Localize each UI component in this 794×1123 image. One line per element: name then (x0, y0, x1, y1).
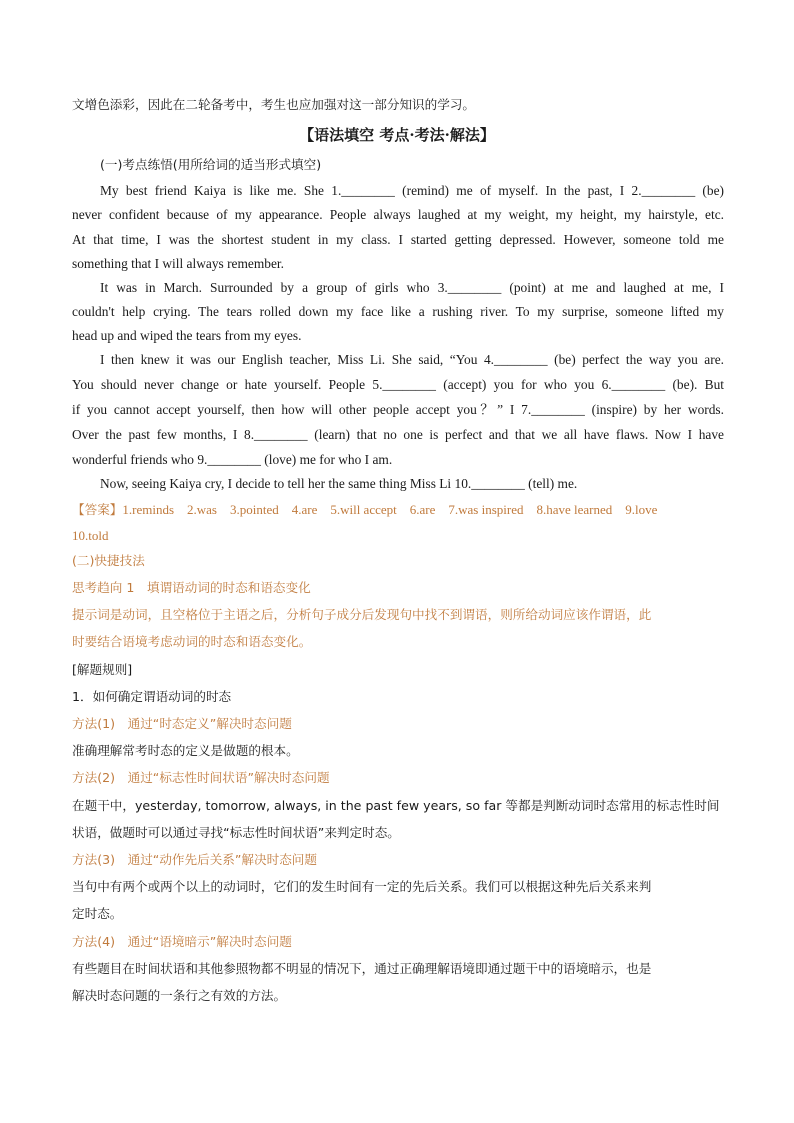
method3-body-1: 当句中有两个或两个以上的动词时，它们的发生时间有一定的先后关系。我们可以根据这种先后关系来判 (72, 879, 652, 894)
method1-body: 准确理解常考时态的定义是做题的根本。 (72, 743, 299, 758)
answers-text: 1.reminds 2.was 3.pointed 4.are 5.will accept 6.are 7.was inspired 8.have learned 9.love (122, 502, 658, 517)
method4-body-1: 有些题目在时间状语和其他参照物都不明显的情况下，通过正确理解语境即通过题干中的语境暗示，也是 (72, 961, 652, 976)
method4-body-2: 解决时态问题的一条行之有效的方法。 (72, 988, 287, 1003)
method3-body-2: 定时态。 (72, 906, 123, 921)
section-title: 【语法填空 考点·考法·解法】 (299, 126, 495, 144)
method1-title: 方法(1) 通过“时态定义”解决时态问题 (72, 716, 292, 731)
intro-text: 文增色添彩，因此在二轮备考中，考生也应加强对这一部分知识的学习。 (72, 97, 475, 112)
tip1-body-1: 提示词是动词，且空格位于主语之后，分析句子成分后发现句中找不到谓语，则所给动词应该作谓语，此 (72, 607, 652, 622)
answer-line-1 (72, 497, 724, 523)
p3-line-4: Over the past few months, I 8.________ (learn) that no one is perfect and that we all have flaws. Now I have (72, 427, 724, 442)
method2-title: 方法(2) 通过“标志性时间状语”解决时态问题 (72, 770, 330, 785)
tip1-title: 思考趋向 1 填谓语动词的时态和语态变化 (72, 580, 311, 595)
rule1-title: 1．如何确定谓语动词的时态 (72, 689, 232, 704)
method4-title: 方法(4) 通过“语境暗示”解决时态问题 (72, 934, 292, 949)
p2-line-2: couldn't help crying. The tears rolled down my face like a rushing river. To my surprise, someone lifted my (72, 304, 724, 319)
p2-line-3: head up and wiped the tears from my eyes. (72, 328, 302, 343)
p4-line-1: Now, seeing Kaiya cry, I decide to tell her the same thing Miss Li 10.________ (tell) me. (100, 476, 578, 491)
p3-line-3: if you cannot accept yourself, then how will other people accept you？” I 7.________ (inspire) by her words. (72, 402, 724, 417)
p1-line-2: never confident because of my appearance. People always laughed at my weight, my height, my hairstyle, etc. (72, 207, 724, 222)
p3-line-2: You should never change or hate yourself. People 5.________ (accept) you for who you 6.________ (be). But (72, 377, 724, 392)
method2-body-2: 状语，做题时可以通过寻找“标志性时间状语”来判定时态。 (72, 825, 400, 840)
p1-line-3: At that time, I was the shortest student in my class. I started getting depressed. However, someone told me (72, 232, 724, 247)
answer-label: 【答案】 (72, 502, 123, 517)
p1-line-4: something that I will always remember. (72, 256, 284, 271)
tip1-body-2: 时要结合语境考虑动词的时态和语态变化。 (72, 634, 312, 649)
method2-body-1: 在题干中，yesterday, tomorrow, always, in the past few years, so far 等都是判断动词时态常用的标志性时间 (72, 798, 720, 813)
p3-line-1: I then knew it was our English teacher, Miss Li. She said, “You 4.________ (be) perfect the way you are. (100, 352, 724, 367)
answer-line-2: 10.told (72, 528, 109, 543)
part1-heading: (一)考点练悟(用所给词的适当形式填空) (100, 157, 322, 172)
p3-line-5: wonderful friends who 9.________ (love) me for who I am. (72, 452, 393, 467)
part2-heading: (二)快捷技法 (72, 553, 145, 568)
method3-title: 方法(3) 通过“动作先后关系”解决时态问题 (72, 852, 317, 867)
p2-line-1: It was in March. Surrounded by a group of girls who 3.________ (point) at me and laughed at me, I (100, 280, 724, 295)
p1-line-1: My best friend Kaiya is like me. She 1.________ (remind) me of myself. In the past, I 2.________ (be) (100, 183, 724, 198)
rules-heading: [解题规则] (72, 662, 133, 677)
